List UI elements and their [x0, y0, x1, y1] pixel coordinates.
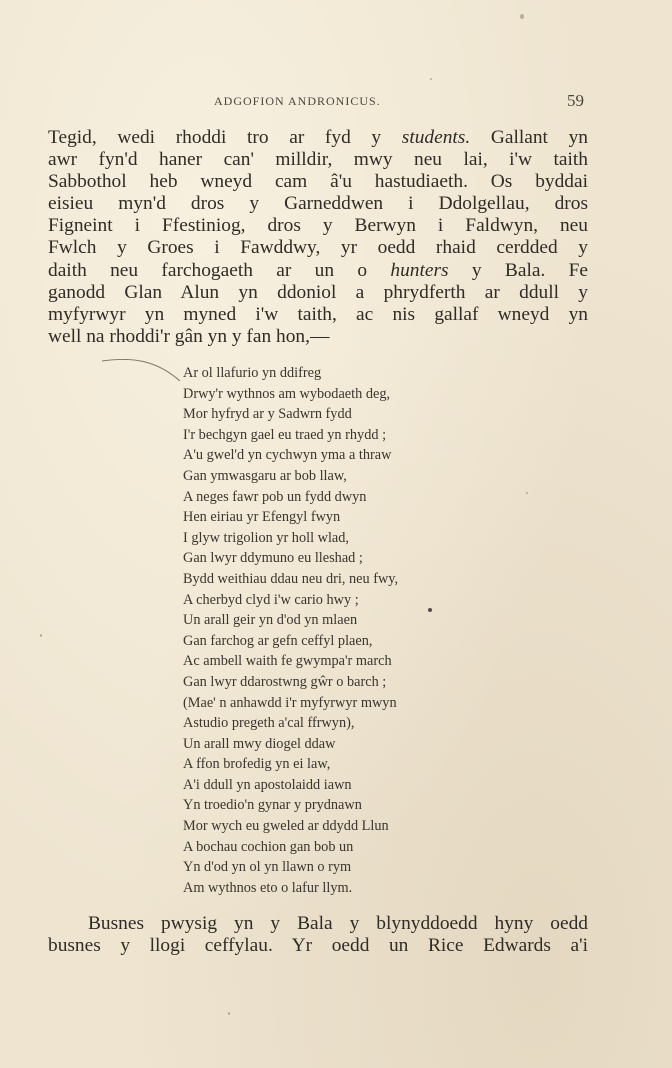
paragraph-2 [48, 913, 588, 957]
poem-line: A cherbyd clyd i'w cario hwy ; [183, 591, 359, 608]
poem-line: Gan lwyr ddarostwng gŵr o barch ; [183, 673, 387, 690]
text-line: Fwlch y Groes i Fawddwy, yr oedd rhaid cerdded y [48, 237, 588, 259]
paper-speck [40, 634, 42, 637]
poem-line: I'r bechgyn gael eu traed yn rhydd ; [183, 426, 387, 443]
poem-line: Gan lwyr ddymuno eu lleshad ; [183, 550, 363, 567]
poem-line: A ffon brofedig yn ei law, [183, 756, 331, 773]
poem-line: A'u gwel'd yn cychwyn yma a thraw [183, 447, 392, 464]
poem-line: I glyw trigolion yr holl wlad, [183, 529, 349, 546]
text-line: Busnes pwysig yn y Bala y blynyddoedd hyny oedd [88, 913, 588, 934]
poem-line: A'i ddull yn apostolaidd iawn [183, 776, 352, 793]
text-line: busnes y llogi ceffylau. Yr oedd un Rice Edwards a'i [48, 935, 588, 957]
poem-line: Un arall mwy diogel ddaw [183, 735, 336, 752]
text-line: myfyrwyr yn myned i'w taith, ac nis gallaf wneyd yn [48, 303, 588, 325]
poem-line: Am wythnos eto o lafur llym. [183, 879, 353, 896]
running-title: ADGOFION ANDRONICUS. [214, 94, 381, 108]
poem-line: Hen eiriau yr Efengyl fwyn [183, 509, 341, 526]
poem-line: Gan farchog ar gefn ceffyl plaen, [183, 632, 373, 649]
poem-line: Bydd weithiau ddau neu dri, neu fwy, [183, 570, 399, 587]
page-number: 59 [567, 91, 584, 110]
poem-line: Ar ol llafurio yn ddifreg [183, 365, 322, 381]
poem-line: A bochau cochion gan bob un [183, 838, 354, 855]
text-line: awr fyn'd haner can' milldir, mwy neu lai, i'w taith [48, 149, 588, 171]
poem-line: Mor wych eu gweled ar ddydd Llun [183, 818, 389, 835]
text-line: daith neu farchogaeth ar un o hunters y Bala. Fe [48, 259, 588, 281]
poem-line: A neges fawr pob un fydd dwyn [183, 488, 367, 505]
running-header [214, 92, 584, 112]
text-line: Sabbothol heb wneyd cam â'u hastudiaeth. Os byddai [48, 171, 588, 193]
paper-speck [526, 492, 528, 494]
text-line: ganodd Glan Alun yn ddoniol a phrydferth ar ddull y [48, 281, 588, 303]
poem-line: Ac ambell waith fe gwympa'r march [183, 653, 392, 670]
text-line: Tegid, wedi rhoddi tro ar fyd y students. Gallant yn [48, 127, 588, 148]
poem-line: (Mae' n anhawdd i'r myfyrwyr mwyn [183, 694, 397, 711]
text-line: eisieu myn'd dros y Garneddwen i Ddolgellau, dros [48, 193, 588, 215]
text-line: Figneint i Ffestiniog, dros y Berwyn i Faldwyn, neu [48, 215, 588, 237]
poem-line: Drwy'r wythnos am wybodaeth deg, [183, 385, 391, 402]
paper-speck [430, 78, 432, 80]
poem-line: Mor hyfryd ar y Sadwrn fydd [183, 406, 352, 423]
text-line: well na rhoddi'r gân yn y fan hon,— [48, 325, 330, 347]
paper-speck [520, 14, 524, 19]
poem-line: Yn d'od yn ol yn llawn o rym [183, 859, 352, 876]
paper-speck [228, 1012, 230, 1015]
paragraph-1 [48, 127, 588, 348]
paper-speck [428, 608, 432, 612]
poem-line: Astudio pregeth a'cal ffrwyn), [183, 715, 355, 732]
poem-line: Yn troedio'n gynar y prydnawn [183, 797, 362, 814]
poem [183, 363, 398, 898]
poem-line: Un arall geir yn d'od yn mlaen [183, 612, 358, 629]
poem-line: Gan ymwasgaru ar bob llaw, [183, 467, 347, 484]
